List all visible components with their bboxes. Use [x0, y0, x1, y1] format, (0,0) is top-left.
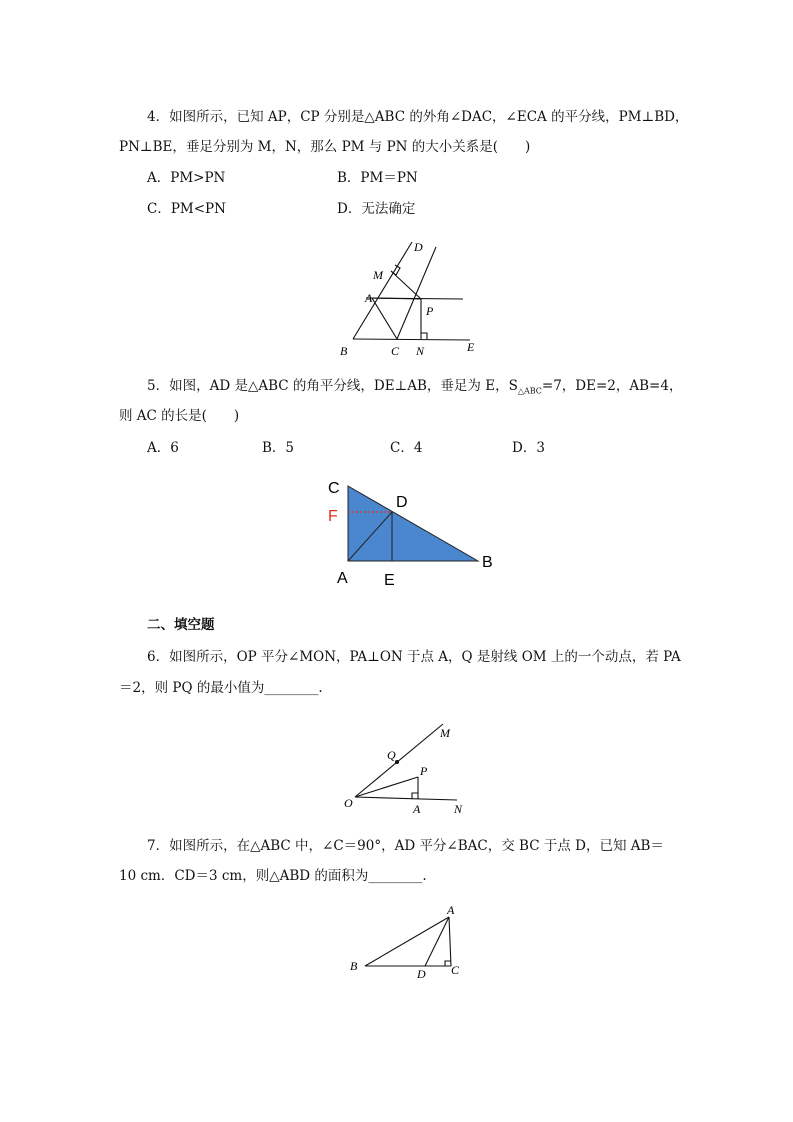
q5-label-a: A: [337, 570, 348, 587]
q6-label-o: O: [344, 796, 353, 810]
q4-figure: [330, 235, 490, 365]
q7-text-line1: 7．如图所示，在△ABC 中，∠C＝90°，AD 平分∠BAC，交 BC 于点 D，已知 AB＝: [147, 838, 664, 854]
q5-label-f: F: [328, 508, 338, 525]
q7-figure: [345, 900, 475, 985]
q4-text-line2: PN⊥BE，垂足分别为 M，N，那么 PM 与 PN 的大小关系是( ): [119, 139, 531, 155]
q5-label-d: D: [396, 494, 408, 511]
q7-label-d: D: [417, 967, 426, 981]
q7-label-c: C: [451, 963, 460, 977]
q5-line1-sub: △ABC: [517, 386, 542, 396]
q6-label-p: P: [420, 764, 428, 778]
q6-figure: [340, 715, 490, 820]
q5-line1-pre: 5．如图，AD 是△ABC 的角平分线，DE⊥AB，垂足为 E，S: [147, 378, 518, 394]
q5-option-a: A．6: [147, 440, 179, 456]
q7-label-a: A: [447, 903, 455, 917]
q4-label-b: B: [340, 344, 348, 358]
q6-label-m: M: [440, 726, 450, 740]
q5-option-b: B．5: [262, 440, 295, 456]
q6-label-a: A: [413, 802, 421, 816]
q4-label-n: N: [416, 344, 425, 358]
section-title: 二、填空题: [147, 617, 215, 633]
q6-label-n: N: [454, 802, 463, 816]
q6-text-line2: ＝2，则 PQ 的最小值为________.: [119, 680, 323, 696]
q4-label-c: C: [391, 344, 400, 358]
q7-label-b: B: [350, 959, 358, 973]
q4-option-d: D．无法确定: [337, 201, 416, 217]
q5-text-line2: 则 AC 的长是( ): [119, 408, 240, 424]
q6-label-q: Q: [387, 748, 396, 762]
q7-text-line2: 10 cm．CD＝3 cm，则△ABD 的面积为________.: [119, 868, 427, 884]
q5-option-d: D．3: [512, 440, 545, 456]
q5-label-b: B: [482, 554, 493, 571]
q4-label-p: P: [426, 304, 434, 318]
q5-line1-post: =7，DE=2，AB=4，: [541, 378, 683, 394]
q4-option-c: C．PM<PN: [147, 201, 226, 217]
q4-label-m: M: [373, 268, 383, 282]
q4-label-e: E: [467, 340, 475, 354]
q5-label-e: E: [384, 572, 395, 589]
q5-figure: [320, 475, 510, 590]
q4-option-b: B．PM＝PN: [337, 170, 418, 186]
q5-label-c: C: [328, 480, 340, 497]
q6-text-line1: 6．如图所示，OP 平分∠MON，PA⊥ON 于点 A，Q 是射线 OM 上的一个动点，若 PA: [147, 649, 681, 665]
q4-label-a: A: [365, 291, 373, 305]
q4-option-a: A．PM>PN: [147, 170, 226, 186]
q4-label-d: D: [414, 240, 423, 254]
q4-text-line1: 4．如图所示，已知 AP，CP 分别是△ABC 的外角∠DAC，∠ECA 的平分线，PM⊥BD，: [147, 109, 689, 125]
q5-text-line1: [147, 374, 682, 396]
q5-option-c: C．4: [390, 440, 423, 456]
